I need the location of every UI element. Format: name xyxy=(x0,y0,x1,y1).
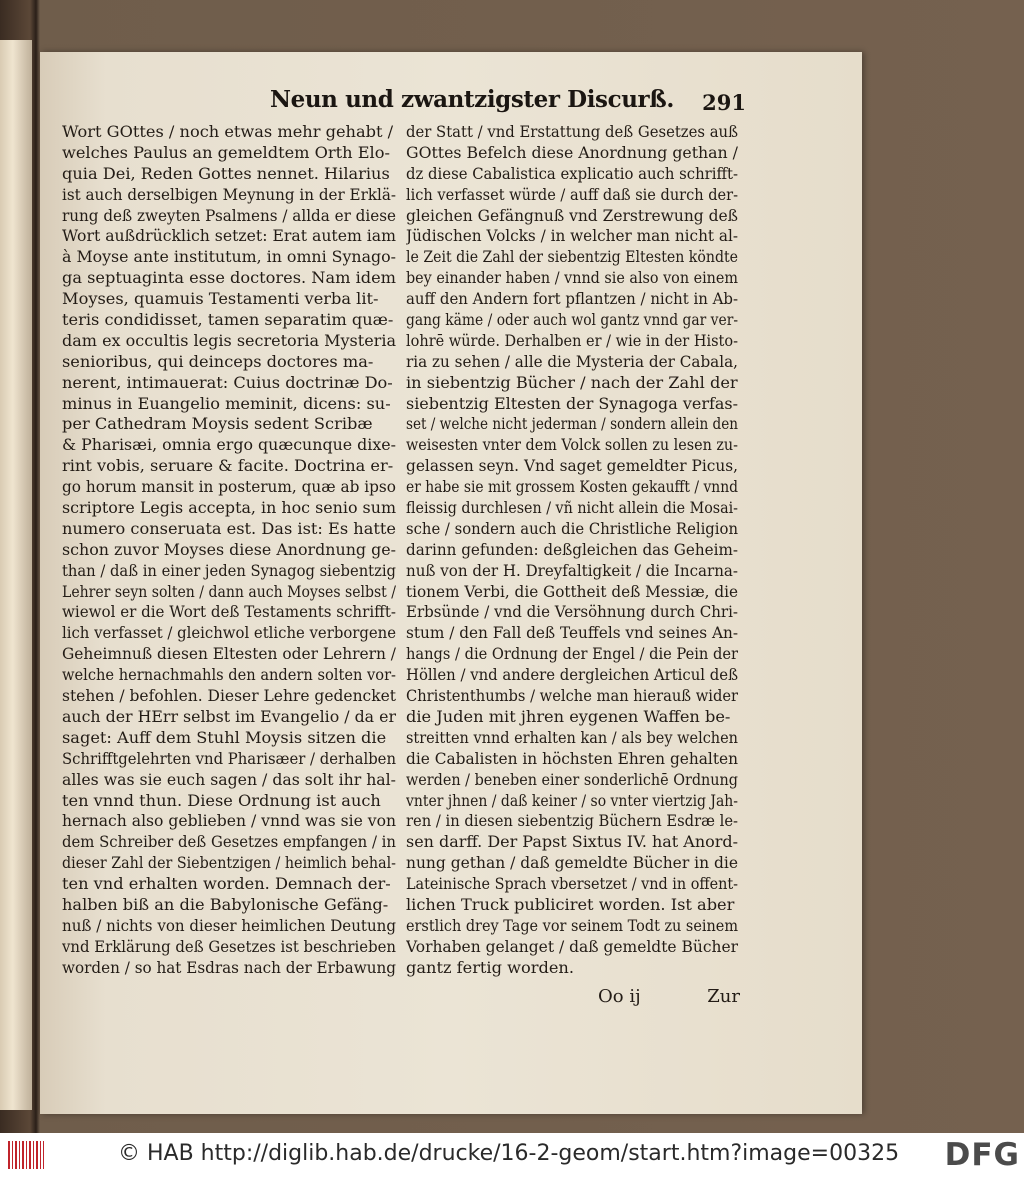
text-line: le Zeit die Zahl der siebentzig Eltesten köndte xyxy=(406,247,738,267)
catchword: Zur xyxy=(707,986,740,1007)
text-line: in siebentzig Bücher / nach der Zahl der xyxy=(406,372,738,392)
text-line: gang käme / oder auch wol gantz vnnd gar ver- xyxy=(406,310,738,330)
text-line: welches Paulus an gemeldtem Orth Elo- xyxy=(62,142,390,162)
text-line: Wort außdrücklich setzet: Erat autem iam xyxy=(62,226,396,246)
text-line: go horum mansit in posterum, quæ ab ipso xyxy=(62,477,396,497)
text-line: minus in Euangelio meminit, dicens: su- xyxy=(62,393,391,413)
source-credit-link[interactable]: © HAB http://diglib.hab.de/drucke/16-2-geom/start.htm?image=00325 xyxy=(118,1141,900,1166)
text-line: vnter jhnen / daß keiner / so vnter viertzig Jah- xyxy=(406,790,738,810)
text-line: worden / so hat Esdras nach der Erbawung xyxy=(62,957,396,977)
signature-mark: Oo ij xyxy=(598,986,641,1007)
text-line: GOttes Befelch diese Anordnung gethan / xyxy=(406,142,738,162)
text-line: erstlich drey Tage vor seinem Todt zu seinem xyxy=(406,915,738,935)
text-line: hangs / die Ordnung der Engel / die Pein der xyxy=(406,644,738,664)
text-line: der Statt / vnd Erstattung deß Gesetzes auß xyxy=(406,122,738,141)
text-line: rint vobis, seruare & facite. Doctrina er- xyxy=(62,456,394,476)
text-line: à Moyse ante institutum, in omni Synago- xyxy=(62,247,396,267)
text-line: vnd Erklärung deß Gesetzes ist beschrieben xyxy=(62,936,396,956)
text-line: werden / beneben einer sonderlichē Ordnung xyxy=(406,769,738,789)
text-line: dieser Zahl der Siebentzigen / heimlich behal- xyxy=(62,853,396,873)
text-line: Moyses, quamuis Testamenti verba lit- xyxy=(62,289,379,309)
text-line: lichen Truck publiciret worden. Ist aber xyxy=(406,894,735,914)
text-line: alles was sie euch sagen / das solt ihr hal- xyxy=(62,769,396,789)
text-line: dem Schreiber deß Gesetzes empfangen / in xyxy=(62,832,396,852)
text-line: die Cabalisten in höchsten Ehren gehalten xyxy=(406,748,738,768)
text-line: Erbsünde / vnd die Versöhnung durch Chri- xyxy=(406,602,738,622)
text-line: nerent, intimauerat: Cuius doctrinæ Do- xyxy=(62,372,393,392)
facing-page-edge xyxy=(0,40,32,1110)
catchword-line xyxy=(598,986,740,1010)
text-line: saget: Auff dem Stuhl Moysis sitzen die xyxy=(62,727,387,747)
text-line: ist auch derselbigen Meynung in der Erklä- xyxy=(62,184,396,204)
running-title: Neun und zwantzigster Discurß. xyxy=(270,86,674,113)
text-line: per Cathedram Moysis sedent Scribæ xyxy=(62,414,373,434)
text-line: auch der HErr selbst im Evangelio / da er xyxy=(62,706,396,726)
text-line: siebentzig Eltesten der Synagoga verfas- xyxy=(406,393,738,413)
text-line: ga septuaginta esse doctores. Nam idem xyxy=(62,268,396,288)
text-line: ten vnd erhalten worden. Demnach der- xyxy=(62,874,391,894)
text-line: auff den Andern fort pflantzen / nicht in Ab- xyxy=(406,289,738,309)
text-line: sche / sondern auch die Christliche Religion xyxy=(406,518,738,538)
text-line: Christenthumbs / welche man hierauß wider xyxy=(406,686,738,706)
text-line: stehen / befohlen. Dieser Lehre gedencket xyxy=(62,686,396,706)
text-line: teris condidisset, tamen separatim quæ- xyxy=(62,310,394,330)
text-line: Geheimnuß diesen Eltesten oder Lehrern / xyxy=(62,644,396,664)
text-line: quia Dei, Reden Gottes nennet. Hilarius xyxy=(62,163,390,183)
text-line: numero conseruata est. Das ist: Es hatte xyxy=(62,518,396,538)
text-line: tionem Verbi, die Gottheit deß Messiæ, die xyxy=(406,581,738,601)
text-line: bey einander haben / vnnd sie also von einem xyxy=(406,268,738,288)
dfg-logo: DFG xyxy=(944,1137,1020,1173)
text-line: set / welche nicht jederman / sondern allein den xyxy=(406,414,738,434)
text-line: rung deß zweyten Psalmens / allda er diese xyxy=(62,205,396,225)
text-line: nung gethan / daß gemeldte Bücher in die xyxy=(406,853,738,873)
text-line: & Pharisæi, omnia ergo quæcunque dixe- xyxy=(62,435,396,455)
text-line: er habe sie mit grossem Kosten gekaufft / vnnd xyxy=(406,477,738,497)
text-line: gantz fertig worden. xyxy=(406,957,574,977)
text-line: gelassen seyn. Vnd saget gemeldter Picus, xyxy=(406,456,738,476)
text-line: Lateinische Sprach vbersetzet / vnd in offent- xyxy=(406,874,738,894)
text-line: welche hernachmahls den andern solten vor- xyxy=(62,665,396,685)
text-line: nuß / nichts von dieser heimlichen Deutung xyxy=(62,915,396,935)
text-line: halben biß an die Babylonische Gefäng- xyxy=(62,894,389,914)
text-line: darinn gefunden: deßgleichen das Geheim- xyxy=(406,539,738,559)
text-line: die Juden mit jhren eygenen Waffen be- xyxy=(406,706,731,726)
page-number: 291 xyxy=(702,90,746,115)
text-line: ten vnnd thun. Diese Ordnung ist auch xyxy=(62,790,381,810)
left-text-column xyxy=(62,122,396,979)
text-line: nuß von der H. Dreyfaltigkeit / die Incarna- xyxy=(406,560,738,580)
footer-bar xyxy=(0,1133,1024,1177)
text-line: scriptore Legis accepta, in hoc senio sum xyxy=(62,498,396,518)
text-line: gleichen Gefängnuß vnd Zerstrewung deß xyxy=(406,205,738,225)
text-line: lich verfasset / gleichwol etliche verborgene xyxy=(62,623,396,643)
text-line: ria zu sehen / alle die Mysteria der Cabala, xyxy=(406,351,738,371)
text-line: senioribus, qui deinceps doctores ma- xyxy=(62,351,374,371)
text-line: Höllen / vnd andere dergleichen Articul deß xyxy=(406,665,738,685)
text-line: stum / den Fall deß Teuffels vnd seines An- xyxy=(406,623,738,643)
text-line: Jüdischen Volcks / in welcher man nicht al- xyxy=(406,226,738,246)
text-line: fleissig durchlesen / vñ nicht allein die Mosai- xyxy=(406,498,738,518)
text-line: Wort GOttes / noch etwas mehr gehabt / xyxy=(62,122,394,141)
text-line: ren / in diesen siebentzig Büchern Esdræ le- xyxy=(406,811,738,831)
text-line: schon zuvor Moyses diese Anordnung ge- xyxy=(62,539,396,559)
text-line: dz diese Cabalistica explicatio auch schrifft- xyxy=(406,163,738,183)
right-text-column xyxy=(406,122,738,979)
text-line: lohrē würde. Derhalben er / wie in der Histo- xyxy=(406,330,738,350)
text-line: lich verfasset würde / auff daß sie durch der- xyxy=(406,184,738,204)
text-line: Vorhaben gelanget / daß gemeldte Bücher xyxy=(406,936,738,956)
text-line: sen darff. Der Papst Sixtus IV. hat Anord- xyxy=(406,832,738,852)
text-line: than / daß in einer jeden Synagog siebentzig xyxy=(62,560,396,580)
text-line: wiewol er die Wort deß Testaments schrifft- xyxy=(62,602,396,622)
page-header xyxy=(262,82,746,116)
barcode-icon xyxy=(8,1141,44,1169)
text-line: Schrifftgelehrten vnd Pharisæer / derhalben xyxy=(62,748,396,768)
text-line: streitten vnnd erhalten kan / als bey welchen xyxy=(406,727,738,747)
text-line: dam ex occultis legis secretoria Mysteria xyxy=(62,330,396,350)
text-line: weisesten vnter dem Volck sollen zu lesen zu- xyxy=(406,435,738,455)
text-line: Lehrer seyn solten / dann auch Moyses selbst / xyxy=(62,581,396,601)
text-line: hernach also geblieben / vnnd was sie von xyxy=(62,811,396,831)
